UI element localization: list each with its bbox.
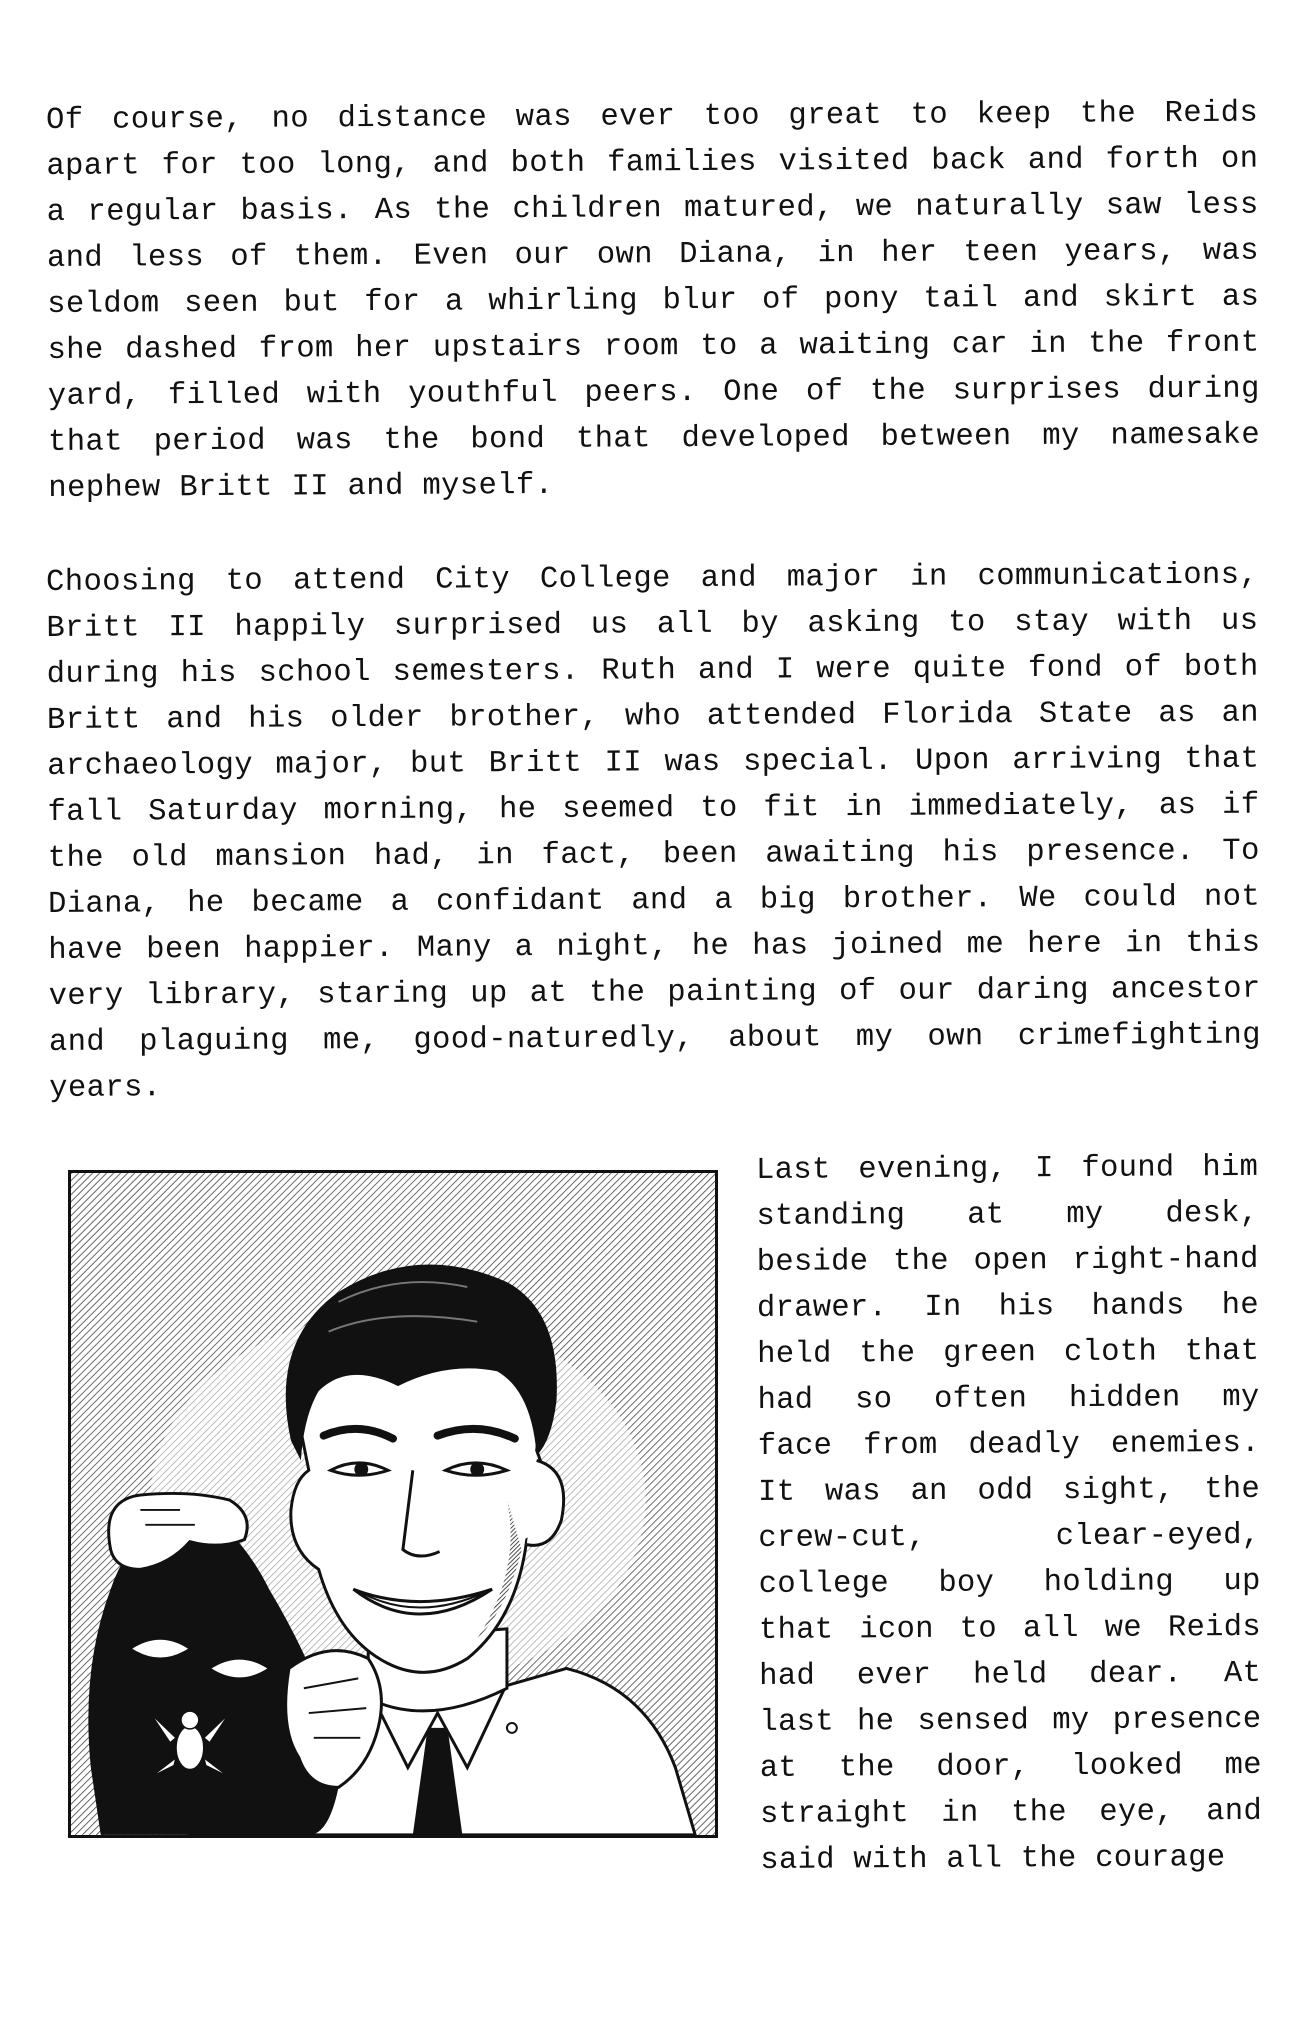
comic-portrait-drawing [71,1173,715,1835]
paragraph-reids-visits: Of course, no distance was ever too great to keep the Reids apart for too long, and both families visited back and forth on a regular basis. As the children matured, we naturally saw less and less of them. Even our own Diana, in her teen years, was seldom seen but for a whirling blur of pony tail and skirt as she dashed from her upstairs room to a waiting car in the front yard, filled with youthful peers. One of the surprises during that period was the bond that developed between my namesake nephew Britt II and myself. [46,96,1261,506]
paragraph-last-evening: Last evening, I found him standing at my desk, beside the open right-hand drawer. In his hands he held the green cloth that had so often hidden my face from deadly enemies. It was an odd sight, the crew-cut, clear-eyed, college boy holding up that icon to all we Reids had ever held dear. At last he sensed my presence at the door, looked me straight in the eye, and said with all the courage [756,1150,1263,1878]
illustration-britt-holding-mask [68,1170,718,1838]
paragraph-city-college: Choosing to attend City College and major in communications, Britt II happily surprised us all by asking to stay with us during his school semesters. Ruth and I were quite fond of both Britt and his older brother, who attended Florida State as an archaeology major, but Britt II was special. Upon arriving that fall Saturday morning, he seemed to fit in immediately, as if the old mansion had, in fact, been awaiting his presence. To Diana, he became a confidant and a big brother. We could not have been happier. Many a night, he has joined me here in this very library, staring up at the painting of our daring ancestor and plaguing me, good-naturedly, about my own crimefighting years. [46,558,1262,1106]
